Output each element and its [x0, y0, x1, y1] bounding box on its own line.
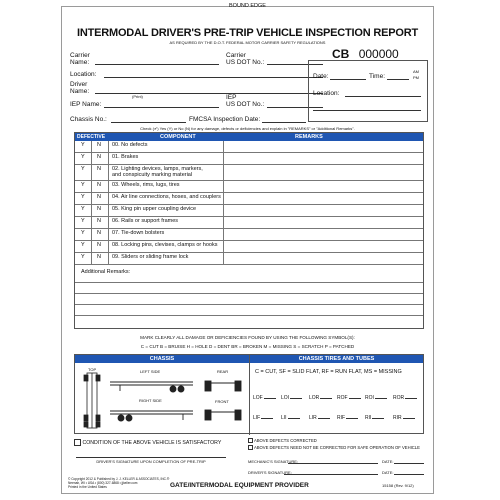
top-view-drawing [84, 373, 100, 428]
chassis-no-field[interactable] [111, 122, 186, 123]
row-divider [75, 264, 423, 265]
carrier-usdot-label: Carrier US DOT No.: [226, 52, 265, 66]
right-side-drawing [110, 411, 193, 421]
tire-position [281, 395, 308, 401]
driver-signature-label: DRIVER'S SIGNATURE: [248, 470, 292, 475]
form-number-prefix: CB [332, 47, 350, 61]
component-label: 02. Lighting devices, lamps, markers, and conspicuity marking material [112, 166, 203, 178]
carrier-name-field[interactable] [95, 64, 219, 65]
col-component: COMPONENT [160, 134, 196, 140]
yes-option[interactable]: Y [81, 230, 85, 236]
tire-field[interactable] [264, 398, 276, 399]
defects-not-corrected-label: ABOVE DEFECTS NEED NOT BE CORRECTED FOR SAFE OPERATION OF VEHICLE [253, 445, 420, 450]
front-label: FRONT [215, 399, 229, 404]
table-row [75, 181, 423, 193]
pm-label: PM [413, 75, 419, 80]
mechanic-signature-label: MECHANIC'S SIGNATURE: [248, 459, 299, 464]
remarks-line-3[interactable] [75, 304, 423, 305]
component-label: 03. Wheels, rims, lugs, tires [112, 182, 180, 188]
driver-pretrip-signature-label: DRIVER'S SIGNATURE UPON COMPLETION OF PRE-TRIP [96, 459, 206, 464]
tire-position [393, 415, 420, 421]
component-label: 08. Locking pins, clevises, clamps or hooks [112, 242, 218, 248]
tire-code-label: LOR [309, 395, 320, 401]
satisfactory-label: CONDITION OF THE ABOVE VEHICLE IS SATISFACTORY [82, 439, 222, 446]
carrier-name-label: Carrier Name: [70, 52, 90, 66]
component-label: 09. Sliders or sliding frame lock [112, 254, 189, 260]
driver-name-field[interactable] [95, 93, 323, 94]
defects-corrected-checkbox[interactable] [248, 438, 253, 443]
table-row [75, 205, 423, 217]
col-remarks: REMARKS [295, 134, 323, 140]
component-label: 07. Tie-down bolsters [112, 230, 165, 236]
defects-not-corrected-checkbox[interactable] [248, 445, 253, 450]
tires-row-inner [253, 415, 423, 425]
rear-label: REAR [217, 369, 229, 374]
remarks-line-4[interactable] [75, 315, 423, 316]
tire-field[interactable] [403, 418, 415, 419]
col-defective: DEFECTIVE [77, 134, 106, 140]
yes-option[interactable]: Y [81, 218, 85, 224]
date-field[interactable] [330, 79, 366, 80]
no-option[interactable]: N [97, 254, 101, 260]
yes-option[interactable]: Y [81, 206, 85, 212]
tire-position [253, 415, 280, 421]
satisfactory-checkbox[interactable] [74, 439, 81, 446]
tire-code-label: LOI [281, 395, 290, 401]
tire-field[interactable] [372, 418, 384, 419]
defects-corrected-label: ABOVE DEFECTS CORRECTED [253, 438, 317, 443]
right-side-label: RIGHT SIDE [139, 398, 162, 403]
remarks-cell[interactable] [224, 165, 423, 181]
component-label: 01. Brakes [112, 154, 139, 160]
no-option[interactable]: N [97, 142, 101, 148]
mechanic-date-label: DATE: [382, 459, 394, 464]
am-label: AM [413, 69, 419, 74]
table-header [75, 133, 423, 141]
yes-option[interactable]: Y [81, 154, 85, 160]
satisfactory-row [74, 439, 221, 446]
tire-field[interactable] [375, 398, 387, 399]
form-number-value: 000000 [358, 47, 399, 61]
location-label: Location: [70, 71, 97, 78]
location-field[interactable] [104, 77, 323, 78]
tire-position [337, 395, 364, 401]
tire-position [393, 395, 420, 401]
tire-code-label: ROI [365, 395, 374, 401]
symbols-instruction: MARK CLEARLY ALL DAMAGE OR DEFICIENCIES FOUND BY USING THE FOLLOWING SYMBOL(S): [140, 335, 355, 340]
tire-position [253, 395, 280, 401]
top-view-label: TOP [88, 367, 97, 372]
print-hint: (Print) [132, 94, 143, 99]
component-label: 04. Air line connections, hoses, and couplers [112, 194, 221, 200]
inspection-table [74, 132, 424, 329]
no-option[interactable]: N [97, 206, 101, 212]
table-row [75, 141, 423, 153]
driver-date-field[interactable] [394, 474, 424, 475]
no-option[interactable]: N [97, 166, 101, 172]
no-option[interactable]: N [97, 154, 101, 160]
tire-position [337, 415, 364, 421]
no-option[interactable]: N [97, 242, 101, 248]
copyright-text: © Copyright 2012 & Published by J. J. KELLER & ASSOCIATES, INC.® Neenah, WI • USA • (800) 327-6868 • jjkeller.com Printed in the United States [68, 477, 170, 489]
tire-field[interactable] [320, 398, 332, 399]
inspection-form [61, 3, 434, 494]
yes-option[interactable]: Y [81, 194, 85, 200]
instructions: Check (✔) Yes (Y) or No (N) for any damage, defects or deficiencies and explain in "REMARKS" or "Additional Remarks". [140, 126, 355, 131]
tire-position [365, 415, 392, 421]
date-time-box [308, 60, 428, 122]
yes-option[interactable]: Y [81, 254, 85, 260]
bound-edge-label: BOUND EDGE [229, 3, 266, 9]
tire-field[interactable] [261, 418, 273, 419]
form-subtitle: AS REQUIRED BY THE D.O.T. FEDERAL MOTOR CARRIER SAFETY REGULATIONS [169, 40, 326, 45]
iep-name-label: IEP Name: [70, 101, 102, 108]
table-row [75, 253, 423, 265]
tire-position [309, 415, 336, 421]
remarks-line-2[interactable] [75, 293, 423, 294]
mechanic-date-field[interactable] [394, 463, 424, 464]
tire-code-label: ROF [337, 395, 348, 401]
yes-option[interactable]: Y [81, 182, 85, 188]
fmcsa-date-label: FMCSA Inspection Date: [189, 116, 261, 123]
footer-title: GATE/INTERMODAL EQUIPMENT PROVIDER [170, 482, 309, 489]
component-label: 00. No defects [112, 142, 148, 148]
no-option[interactable]: N [97, 194, 101, 200]
tire-code-label: ROR [393, 395, 405, 401]
tire-code-label: RIR [393, 415, 402, 421]
time-field[interactable] [387, 79, 409, 80]
form-code: 15158 (Rev. 9/12) [382, 483, 414, 488]
additional-remarks-label: Additional Remarks: [81, 269, 131, 275]
table-row [75, 229, 423, 241]
rear-drawing [205, 381, 241, 391]
tire-field[interactable] [288, 418, 300, 419]
iep-name-field[interactable] [104, 107, 219, 108]
yes-option[interactable]: Y [81, 242, 85, 248]
no-option[interactable]: N [97, 182, 101, 188]
table-row [75, 153, 423, 165]
tire-code-label: LIF [253, 415, 261, 421]
table-row [75, 217, 423, 229]
tire-field[interactable] [405, 398, 417, 399]
tire-code-label: LOF [253, 395, 263, 401]
chassis-header: CHASSIS [75, 355, 249, 363]
component-label: 06. Rails or support frames [112, 218, 179, 224]
tire-position [309, 395, 336, 401]
tire-code-label: RII [365, 415, 372, 421]
left-side-drawing [110, 382, 193, 392]
driver-pretrip-signature-field[interactable] [76, 457, 226, 458]
tire-position [365, 395, 392, 401]
tire-code-label: LII [281, 415, 287, 421]
tire-field[interactable] [346, 418, 358, 419]
table-row [75, 193, 423, 205]
tire-field[interactable] [290, 398, 302, 399]
table-row [75, 165, 423, 181]
table-row [75, 241, 423, 253]
yes-option[interactable]: Y [81, 166, 85, 172]
driver-name-label: Driver Name: [70, 81, 90, 95]
front-drawing [205, 410, 241, 420]
tires-legend: C = CUT, SF = SLID FLAT, RF = RUN FLAT, MS = MISSING [255, 369, 402, 375]
driver-date-label: DATE: [382, 470, 394, 475]
right-location-field-2[interactable] [313, 110, 421, 111]
right-location-field[interactable] [345, 96, 421, 97]
driver-signature-field[interactable] [284, 474, 378, 475]
tire-code-label: RIF [337, 415, 346, 421]
yes-option[interactable]: Y [81, 142, 85, 148]
tire-field[interactable] [349, 398, 361, 399]
time-label: Time: [369, 73, 386, 80]
tire-field[interactable] [318, 418, 330, 419]
chassis-no-label: Chassis No.: [70, 116, 107, 123]
chassis-divider [249, 355, 250, 435]
defects-corrected-row [248, 438, 317, 443]
symbols-legend: C = CUT B = BRUISE H = HOLE D = DENT BR = BROKEN M = MISSING S = SCRATCH P = PATCHED [140, 344, 355, 349]
mechanic-signature-field[interactable] [288, 463, 378, 464]
defects-not-corrected-row [248, 445, 420, 450]
form-title: INTERMODAL DRIVER'S PRE-TRIP VEHICLE INSPECTION REPORT [76, 27, 418, 39]
no-option[interactable]: N [97, 230, 101, 236]
form-number [332, 47, 399, 61]
tire-position [281, 415, 308, 421]
iep-usdot-label: IEP US DOT No.: [226, 94, 265, 108]
remarks-line-1[interactable] [75, 282, 423, 283]
chassis-diagram [75, 363, 249, 435]
tire-code-label: LIR [309, 415, 317, 421]
fmcsa-date-field[interactable] [262, 122, 306, 123]
no-option[interactable]: N [97, 218, 101, 224]
tires-row-outer [253, 395, 423, 405]
tires-header: CHASSIS TIRES AND TUBES [250, 355, 423, 363]
chassis-section [74, 354, 424, 434]
left-side-label: LEFT SIDE [140, 369, 161, 374]
date-label: Date: [313, 73, 329, 80]
component-label: 05. King pin upper coupling device [112, 206, 197, 212]
right-location-label: Location: [313, 90, 340, 97]
